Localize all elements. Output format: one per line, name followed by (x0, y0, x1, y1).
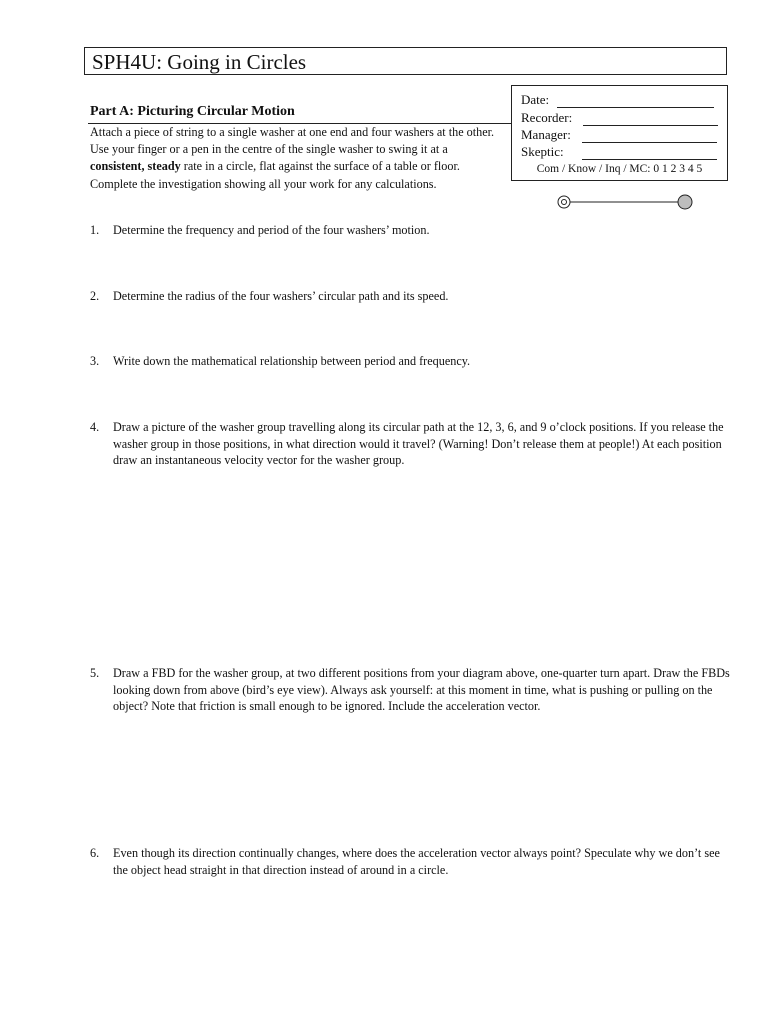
question-text: Draw a FBD for the washer group, at two different positions from your diagram above, one-quarter turn apart. Draw the FBDs looking down from above (bird’s eye view). Always ask yourself: at this moment in time, what is pushing or pulling on the object? Note that friction is small enough to be ignored. Include the acceleration vector. (113, 666, 730, 713)
question-number: 4. (90, 420, 100, 434)
question-5 (90, 665, 730, 715)
question-text: Determine the frequency and period of the four washers’ motion. (113, 223, 430, 237)
manager-label: Manager: (521, 127, 571, 142)
title-box (84, 47, 727, 75)
recorder-field-line[interactable] (583, 125, 718, 126)
question-4 (90, 419, 730, 469)
question-text: Even though its direction continually changes, where does the acceleration vector always point? Speculate why we don’t see the object head straight in that direction instead of around in a circle. (113, 846, 720, 877)
question-number: 3. (90, 354, 100, 368)
four-washers-icon (678, 195, 692, 209)
washer-string-diagram (555, 192, 695, 212)
intro-text-1: Attach a piece of string to a single washer at one end and four washers at the other. Use your finger or a pen in the centre of the single washer to swing it at a (90, 125, 495, 157)
date-field-line[interactable] (557, 107, 714, 108)
intro-emphasis: consistent, steady (90, 159, 181, 174)
question-2 (90, 288, 730, 305)
question-number: 2. (90, 289, 100, 303)
question-text: Write down the mathematical relationship between period and frequency. (113, 354, 471, 368)
question-1 (90, 222, 730, 239)
skeptic-label: Skeptic: (521, 144, 564, 159)
question-6 (90, 845, 730, 878)
question-number: 1. (90, 223, 100, 237)
question-number: 6. (90, 846, 100, 860)
page-title: SPH4U: Going in Circles (92, 50, 307, 74)
question-3 (90, 353, 730, 370)
roles-box (511, 85, 728, 181)
skeptic-field-line[interactable] (582, 159, 717, 160)
single-washer-hole (562, 200, 567, 205)
part-a-instructions (90, 124, 500, 193)
question-text: Determine the radius of the four washers’ circular path and its speed. (113, 289, 449, 303)
intro-text-2: rate in a circle, flat against the surface of a table or floor. Complete the investigation showing all your work for any calculations. (90, 159, 460, 191)
manager-field-line[interactable] (582, 142, 717, 143)
date-label: Date: (521, 92, 550, 107)
part-a-title: Part A: Picturing Circular Motion (90, 104, 295, 119)
question-number: 5. (90, 666, 100, 680)
question-text: Draw a picture of the washer group travelling along its circular path at the 12, 3, 6, and 9 o’clock positions. If you release the washer group in those positions, in what direction would it travel? (Warning! Don’t release them at people!) At each position draw an instantaneous velocity vector for the washer group. (113, 420, 724, 467)
recorder-label: Recorder: (521, 110, 573, 125)
scoring-line: Com / Know / Inq / MC: 0 1 2 3 4 5 (536, 163, 703, 175)
